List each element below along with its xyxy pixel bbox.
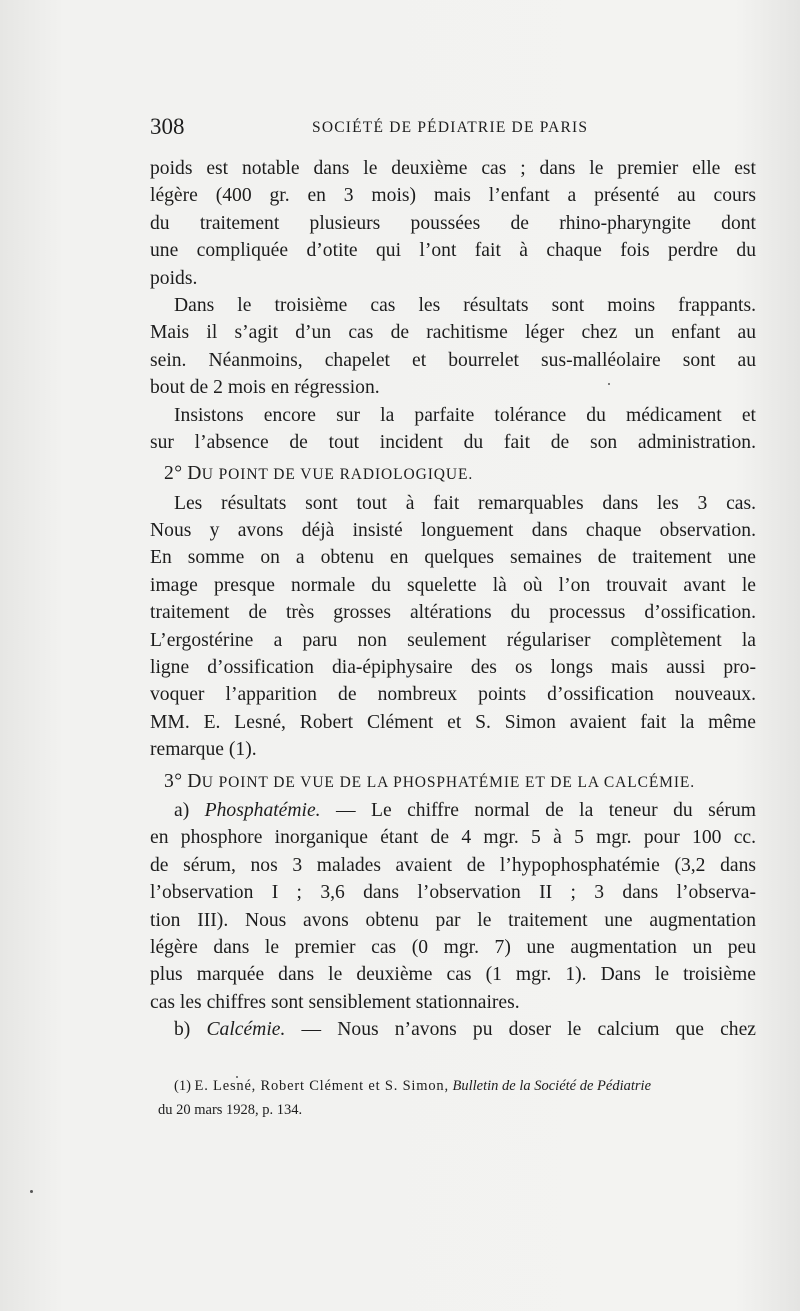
text-line: cas les chiffres sont sensiblement stationnaires.: [150, 991, 520, 1013]
scan-speck: [30, 1190, 33, 1193]
text-line: de sérum, nos 3 malades avaient de l’hypophosphatémie (3,2 dans: [150, 854, 756, 876]
text-line: Dans le troisième cas les résultats sont moins frappants.: [174, 294, 756, 316]
item-label: a): [174, 799, 190, 821]
item-term: Calcémie.: [206, 1019, 286, 1041]
heading-number: 3°: [164, 770, 183, 792]
text-line: plus marquée dans le deuxième cas (1 mgr. 1). Dans le troisième: [150, 964, 756, 986]
page-header: [150, 114, 756, 148]
footnote-marker: (1): [174, 1078, 191, 1094]
page-number: 308: [150, 114, 185, 139]
heading-initial: D: [187, 463, 202, 485]
text-line: [150, 797, 756, 824]
text-line: L’ergostérine a paru non seulement régulariser complètement la: [150, 629, 756, 651]
heading-text: U POINT DE VUE DE LA PHOSPHATÉMIE ET DE LA CALCÉMIE.: [201, 773, 696, 791]
section-heading-radiologique: [150, 460, 756, 487]
text-line: tion III). Nous avons obtenu par le traitement une augmentation: [150, 909, 756, 931]
footnote-authors: E. Lesné, Robert Clément et S. Simon,: [194, 1078, 449, 1094]
heading-initial: D: [187, 770, 202, 792]
scan-speck: [236, 1076, 238, 1078]
text-line: légère dans le premier cas (0 mgr. 7) une augmentation un peu: [150, 936, 756, 958]
text-line: sur l’absence de tout incident du fait de son administration.: [150, 431, 756, 453]
text-line: bout de 2 mois en régression.: [150, 377, 380, 399]
text-line: voquer l’apparition de nombreux points d’ossification nouveaux.: [150, 684, 756, 706]
footnote-journal: Bulletin de la Société de Pédiatrie: [452, 1078, 652, 1094]
scan-speck: [608, 383, 610, 385]
text-line: [150, 1016, 756, 1043]
heading-number: 2°: [164, 463, 183, 485]
text-line: en phosphore inorganique étant de 4 mgr. 5 à 5 mgr. pour 100 cc.: [150, 827, 756, 849]
text-line: traitement de très grosses altérations du processus d’ossification.: [150, 602, 756, 624]
text-line: En somme on a obtenu en quelques semaines de traitement une: [150, 547, 756, 569]
text-line: Nous y avons déjà insisté longuement dans chaque observation.: [150, 520, 756, 542]
item-text: — Nous n’avons pu doser le calcium que chez: [285, 1019, 756, 1041]
text-line: Mais il s’agit d’un cas de rachitisme léger chez un enfant au: [150, 322, 756, 344]
text-line: une compliquée d’otite qui l’ont fait à chaque fois perdre du: [150, 240, 756, 262]
text-line: poids.: [150, 267, 198, 289]
section-heading-phosphatemie: [150, 768, 756, 795]
running-title: SOCIÉTÉ DE PÉDIATRIE DE PARIS: [312, 119, 589, 136]
text-line: remarque (1).: [150, 739, 257, 761]
item-label: b): [174, 1019, 191, 1041]
footnote: [158, 1074, 756, 1122]
text-line: MM. E. Lesné, Robert Clément et S. Simon avaient fait la même: [150, 711, 756, 733]
footnote-line: [158, 1074, 756, 1098]
text-line: Insistons encore sur la parfaite tolérance du médicament et: [174, 404, 756, 426]
footnote-line: du 20 mars 1928, p. 134.: [158, 1102, 303, 1118]
text-line: Les résultats sont tout à fait remarquables dans les 3 cas.: [174, 492, 756, 514]
text-line: légère (400 gr. en 3 mois) mais l’enfant a présenté au cours: [150, 185, 756, 207]
heading-text: U POINT DE VUE RADIOLOGIQUE.: [201, 466, 474, 484]
text-line: l’observation I ; 3,6 dans l’observation II ; 3 dans l’observa-: [150, 882, 756, 904]
text-line: sein. Néanmoins, chapelet et bourrelet sus-malléolaire sont au: [150, 349, 756, 371]
text-line: image presque normale du squelette là où l’on trouvait avant le: [150, 574, 756, 596]
item-term: Phosphatémie.: [204, 799, 321, 821]
text-line: poids est notable dans le deuxième cas ; dans le premier elle est: [150, 158, 756, 179]
body-text: [150, 155, 756, 1044]
text-line: ligne d’ossification dia-épiphysaire des os longs mais aussi pro-: [150, 657, 756, 679]
text-line: du traitement plusieurs poussées de rhino-pharyngite dont: [150, 212, 756, 234]
item-text: — Le chiffre normal de la teneur du sérum: [320, 799, 756, 821]
